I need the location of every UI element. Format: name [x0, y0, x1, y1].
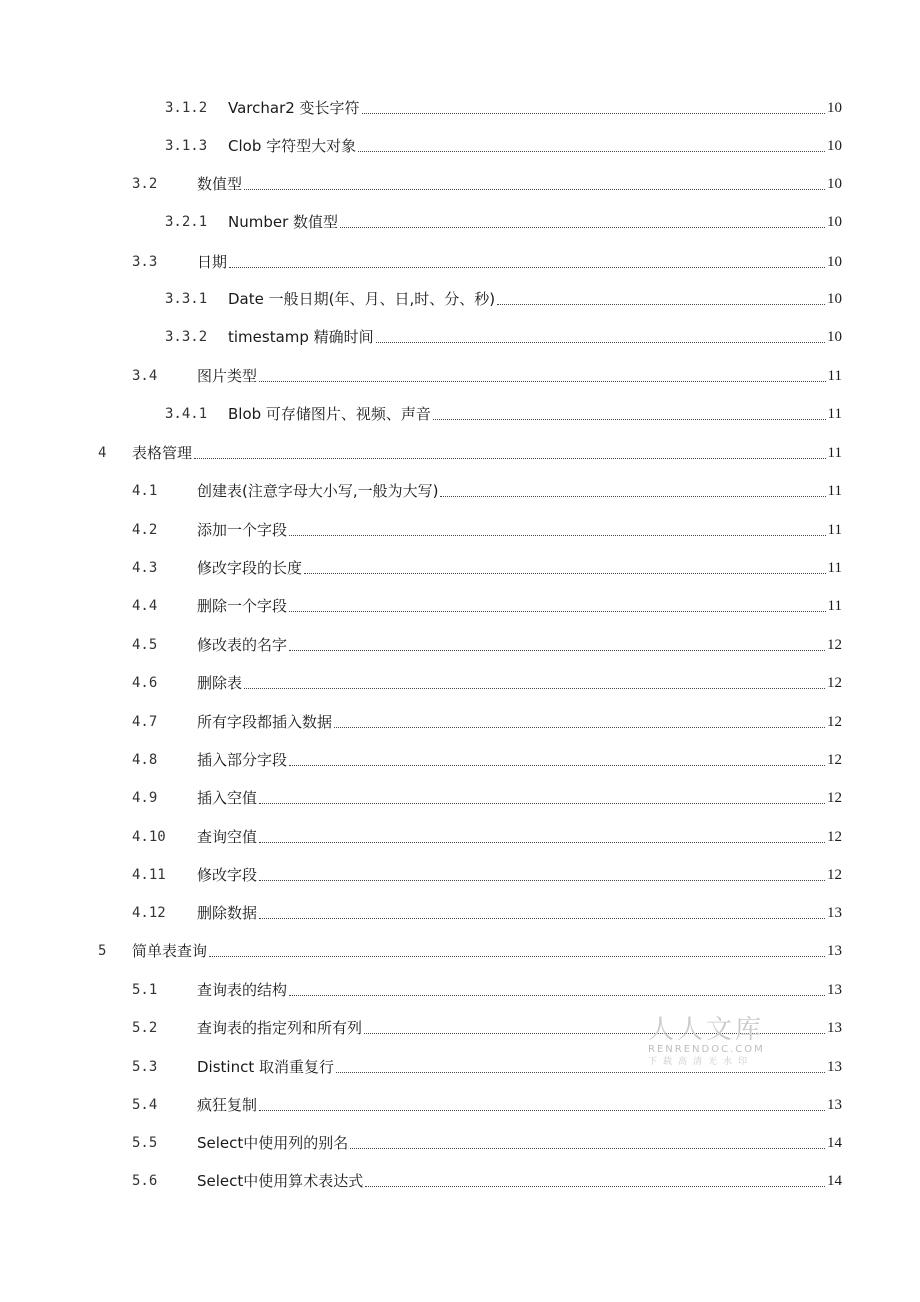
- toc-entry[interactable]: [0, 364, 920, 388]
- toc-entry-number: 4.12: [132, 905, 166, 921]
- toc-entry-title: 查询空值: [197, 828, 258, 846]
- toc-entry-number: 4.2: [132, 522, 158, 538]
- toc-leader-dots: [304, 573, 826, 574]
- toc-entry[interactable]: [0, 325, 920, 349]
- toc-leader-dots: [376, 342, 825, 343]
- toc-entry[interactable]: [0, 671, 920, 695]
- toc-entry-title: Select中使用列的别名: [197, 1134, 349, 1152]
- toc-entry-title: Select中使用算术表达式: [197, 1172, 364, 1190]
- toc-entry-number: 4.7: [132, 714, 158, 730]
- toc-entry-page: 10: [827, 138, 842, 154]
- toc-leader-dots: [259, 803, 825, 804]
- toc-entry[interactable]: [0, 1131, 920, 1155]
- toc-entry-title: 图片类型: [197, 367, 258, 385]
- toc-entry-number: 3.3.1: [165, 291, 208, 307]
- toc-entry-number: 4.8: [132, 752, 158, 768]
- toc-entry-title: 修改字段的长度: [197, 559, 303, 577]
- toc-entry[interactable]: [0, 594, 920, 618]
- toc-entry-page: 12: [827, 637, 842, 653]
- toc-leader-dots: [194, 458, 826, 459]
- toc-entry-title: 插入部分字段: [197, 751, 288, 769]
- toc-entry-page: 12: [827, 714, 842, 730]
- toc-entry-number: 5.4: [132, 1097, 158, 1113]
- toc-entry-title: 添加一个字段: [197, 521, 288, 539]
- toc-entry-page: 11: [827, 483, 842, 499]
- toc-leader-dots: [365, 1186, 825, 1187]
- toc-entry-number: 5.3: [132, 1059, 158, 1075]
- toc-leader-dots: [209, 956, 825, 957]
- toc-entry-number: 3.1.2: [165, 100, 208, 116]
- toc-entry-number: 3.4.1: [165, 406, 208, 422]
- toc-entry-page: 10: [827, 214, 842, 230]
- toc-entry-title: 查询表的结构: [197, 981, 288, 999]
- toc-entry[interactable]: [0, 939, 920, 963]
- toc-entry[interactable]: [0, 402, 920, 426]
- toc-entry-page: 10: [827, 329, 842, 345]
- toc-leader-dots: [433, 419, 826, 420]
- toc-entry-number: 4.5: [132, 637, 158, 653]
- toc-entry-page: 10: [827, 254, 842, 270]
- toc-entry-number: 4.1: [132, 483, 158, 499]
- toc-entry-number: 4.10: [132, 829, 166, 845]
- toc-leader-dots: [334, 727, 825, 728]
- toc-entry-number: 5.5: [132, 1135, 158, 1151]
- toc-entry[interactable]: [0, 825, 920, 849]
- toc-entry[interactable]: [0, 556, 920, 580]
- watermark-url: RENRENDOC.COM: [648, 1044, 765, 1055]
- toc-entry-title: 插入空值: [197, 789, 258, 807]
- toc-entry[interactable]: [0, 710, 920, 734]
- toc-entry-title: 表格管理: [132, 444, 193, 462]
- toc-entry-page: 11: [827, 560, 842, 576]
- toc-leader-dots: [259, 1110, 825, 1111]
- toc-leader-dots: [259, 381, 826, 382]
- toc-entry-page: 14: [827, 1135, 842, 1151]
- toc-leader-dots: [362, 113, 825, 114]
- toc-entry[interactable]: [0, 978, 920, 1002]
- toc-entry-title: 创建表(注意字母大小写,一般为大写): [197, 482, 439, 500]
- watermark-logo-text: 人人文库: [648, 1015, 765, 1045]
- toc-entry-page: 13: [827, 905, 842, 921]
- toc-leader-dots: [336, 1072, 825, 1073]
- toc-entry-title: 删除一个字段: [197, 597, 288, 615]
- watermark-subtitle: 下载高清无水印: [648, 1057, 754, 1067]
- toc-entry-number: 3.3.2: [165, 329, 208, 345]
- toc-entry-title: timestamp 精确时间: [228, 328, 374, 346]
- toc-entry-title: Clob 字符型大对象: [228, 137, 357, 155]
- toc-entry-number: 3.2: [132, 176, 158, 192]
- toc-leader-dots: [289, 995, 825, 996]
- toc-entry-page: 14: [827, 1173, 842, 1189]
- toc-entry-number: 5.6: [132, 1173, 158, 1189]
- toc-entry[interactable]: [0, 172, 920, 196]
- toc-entry-title: 删除表: [197, 674, 243, 692]
- toc-entry-page: 11: [827, 445, 842, 461]
- watermark: [648, 1016, 778, 1068]
- toc-entry[interactable]: [0, 250, 920, 274]
- toc-leader-dots: [289, 535, 826, 536]
- toc-entry-page: 13: [827, 982, 842, 998]
- toc-entry-number: 5.1: [132, 982, 158, 998]
- toc-entry-title: 修改表的名字: [197, 636, 288, 654]
- toc-entry-title: Blob 可存储图片、视频、声音: [228, 405, 431, 423]
- toc-entry[interactable]: [0, 210, 920, 234]
- toc-leader-dots: [340, 227, 825, 228]
- toc-entry-number: 4: [98, 445, 107, 461]
- toc-entry-number: 3.2.1: [165, 214, 208, 230]
- toc-entry-page: 13: [827, 1059, 842, 1075]
- toc-entry-number: 3.3: [132, 254, 158, 270]
- toc-entry-page: 13: [827, 943, 842, 959]
- toc-leader-dots: [259, 880, 825, 881]
- toc-entry-page: 12: [827, 867, 842, 883]
- toc-entry-page: 11: [827, 598, 842, 614]
- toc-entry-title: 查询表的指定列和所有列: [197, 1019, 363, 1037]
- toc-entry-title: Date 一般日期(年、月、日,时、分、秒): [228, 290, 496, 308]
- toc-entry-number: 5.2: [132, 1020, 158, 1036]
- toc-leader-dots: [289, 611, 826, 612]
- toc-entry-page: 11: [827, 368, 842, 384]
- toc-entry[interactable]: [0, 748, 920, 772]
- toc-entry-title: Number 数值型: [228, 213, 339, 231]
- toc-entry-number: 5: [98, 943, 107, 959]
- toc-entry-page: 10: [827, 176, 842, 192]
- toc-entry-number: 4.3: [132, 560, 158, 576]
- toc-entry-page: 11: [827, 522, 842, 538]
- toc-entry-page: 12: [827, 790, 842, 806]
- toc-entry[interactable]: [0, 633, 920, 657]
- toc-entry[interactable]: [0, 1055, 920, 1079]
- toc-entry-page: 11: [827, 406, 842, 422]
- toc-entry-page: 10: [827, 291, 842, 307]
- toc-leader-dots: [244, 688, 825, 689]
- toc-entry-page: 13: [827, 1097, 842, 1113]
- toc-entry-number: 4.6: [132, 675, 158, 691]
- toc-entry[interactable]: [0, 518, 920, 542]
- toc-leader-dots: [497, 304, 825, 305]
- toc-leader-dots: [229, 267, 825, 268]
- toc-leader-dots: [259, 842, 825, 843]
- toc-entry-number: 3.4: [132, 368, 158, 384]
- toc-leader-dots: [358, 151, 825, 152]
- toc-entry-number: 4.4: [132, 598, 158, 614]
- toc-entry[interactable]: [0, 134, 920, 158]
- toc-entry-page: 13: [827, 1020, 842, 1036]
- toc-entry-title: Distinct 取消重复行: [197, 1058, 334, 1076]
- toc-entry[interactable]: [0, 441, 920, 465]
- toc-entry-number: 3.1.3: [165, 138, 208, 154]
- toc-entry-title: 简单表查询: [132, 942, 208, 960]
- toc-entry-page: 12: [827, 752, 842, 768]
- toc-entry[interactable]: [0, 786, 920, 810]
- toc-entry[interactable]: [0, 1169, 920, 1193]
- toc-entry[interactable]: [0, 287, 920, 311]
- toc-entry-page: 12: [827, 829, 842, 845]
- toc-entry-page: 12: [827, 675, 842, 691]
- toc-entry-title: 修改字段: [197, 866, 258, 884]
- toc-leader-dots: [289, 650, 825, 651]
- toc-leader-dots: [350, 1148, 825, 1149]
- toc-entry-title: Varchar2 变长字符: [228, 99, 360, 117]
- toc-leader-dots: [259, 918, 825, 919]
- toc-entry[interactable]: [0, 96, 920, 120]
- toc-entry[interactable]: [0, 901, 920, 925]
- toc-entry[interactable]: [0, 479, 920, 503]
- toc-entry[interactable]: [0, 863, 920, 887]
- toc-entry-title: 删除数据: [197, 904, 258, 922]
- toc-leader-dots: [440, 496, 826, 497]
- toc-entry-title: 数值型: [197, 175, 243, 193]
- toc-entry[interactable]: [0, 1016, 920, 1040]
- toc-entry-title: 所有字段都插入数据: [197, 713, 333, 731]
- toc-entry[interactable]: [0, 1093, 920, 1117]
- toc-entry-title: 日期: [197, 253, 228, 271]
- toc-entry-number: 4.11: [132, 867, 166, 883]
- toc-entry-title: 疯狂复制: [197, 1096, 258, 1114]
- toc-leader-dots: [289, 765, 825, 766]
- toc-entry-page: 10: [827, 100, 842, 116]
- toc-entry-number: 4.9: [132, 790, 158, 806]
- toc-leader-dots: [244, 189, 825, 190]
